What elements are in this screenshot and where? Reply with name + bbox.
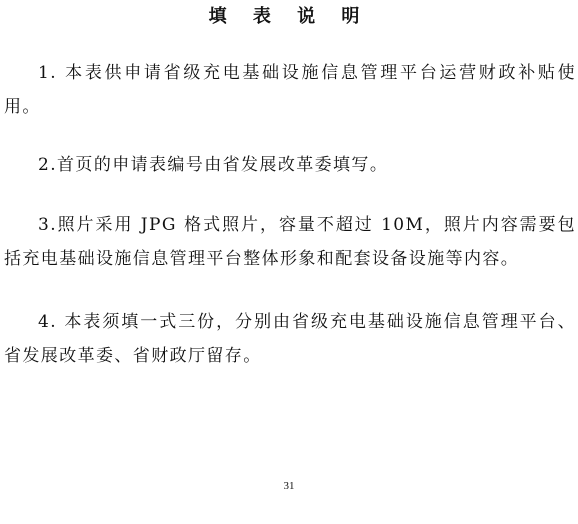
instruction-paragraph-4: 4. 本表须填一式三份，分别由省级充电基础设施信息管理平台、省发展改革委、省财政厅留存。 <box>4 312 576 366</box>
page-number: 31 <box>283 480 295 492</box>
instruction-paragraph-1: 1. 本表供申请省级充电基础设施信息管理平台运营财政补贴使用。 <box>4 63 576 117</box>
instruction-paragraph-3: 3.照片采用 JPG 格式照片，容量不超过 10M，照片内容需要包括充电基础设施信息管理平台整体形象和配套设备设施等内容。 <box>4 215 576 269</box>
instruction-paragraph-2: 2.首页的申请表编号由省发展改革委填写。 <box>38 155 389 175</box>
page-title: 填 表 说 明 <box>208 6 370 27</box>
